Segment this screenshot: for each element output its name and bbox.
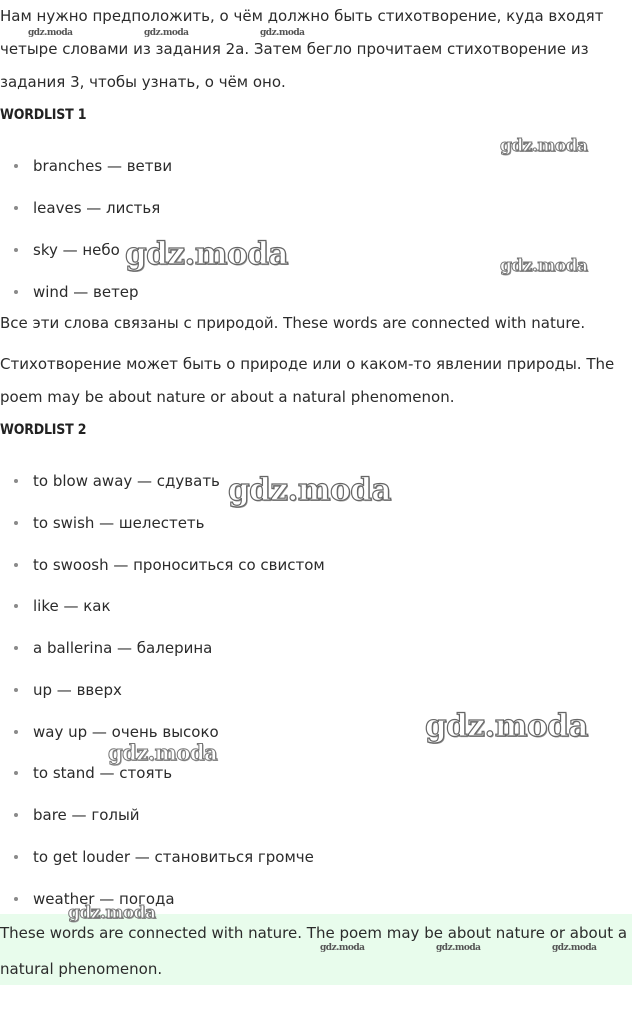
watermark: gdz.moda	[108, 740, 218, 765]
nature-paragraph: Все эти слова связаны с природой. These words are connected with nature.	[0, 314, 586, 332]
intro-paragraph: Нам нужно предположить, о чём должно быть стихотворение, куда входят четыре словами из задания 2a. Затем бегло прочитаем стихотворение из задания 3, чтобы узнать, о чём оно.	[0, 7, 604, 91]
bullet-icon	[14, 604, 18, 608]
watermark: gdz.moda	[144, 28, 189, 38]
bullet-icon	[14, 164, 18, 168]
watermark: gdz.moda	[260, 28, 305, 38]
poem-paragraph: Стихотворение может быть о природе или о каком-то явлении природы. The poem may be about nature or about a natural phenomenon.	[0, 355, 615, 406]
bullet-icon	[14, 855, 18, 859]
watermark: gdz.moda	[500, 256, 588, 276]
watermark: gdz.moda	[68, 903, 156, 923]
watermark: gdz.moda	[552, 943, 597, 953]
bullet-icon	[14, 771, 18, 775]
watermark: gdz.moda	[500, 136, 588, 156]
bullet-icon	[14, 813, 18, 817]
watermark: gdz.moda	[125, 236, 288, 272]
bullet-icon	[14, 479, 18, 483]
bullet-icon	[14, 646, 18, 650]
conclusion-paragraph: These words are connected with nature. The poem may be about nature or about a natural phenomenon.	[0, 924, 628, 978]
bullet-icon	[14, 521, 18, 525]
bullet-icon	[14, 688, 18, 692]
wordlist-1-heading: WORDLIST 1	[0, 107, 87, 123]
bullet-icon	[14, 563, 18, 567]
watermark: gdz.moda	[320, 943, 365, 953]
watermark: gdz.moda	[228, 472, 391, 508]
watermark: gdz.moda	[28, 28, 73, 38]
watermark: gdz.moda	[425, 708, 588, 744]
bullet-icon	[14, 897, 18, 901]
bullet-icon	[14, 290, 18, 294]
bullet-icon	[14, 248, 18, 252]
watermark: gdz.moda	[436, 943, 481, 953]
wordlist-2-heading: WORDLIST 2	[0, 422, 87, 438]
bullet-icon	[14, 730, 18, 734]
bullet-icon	[14, 206, 18, 210]
